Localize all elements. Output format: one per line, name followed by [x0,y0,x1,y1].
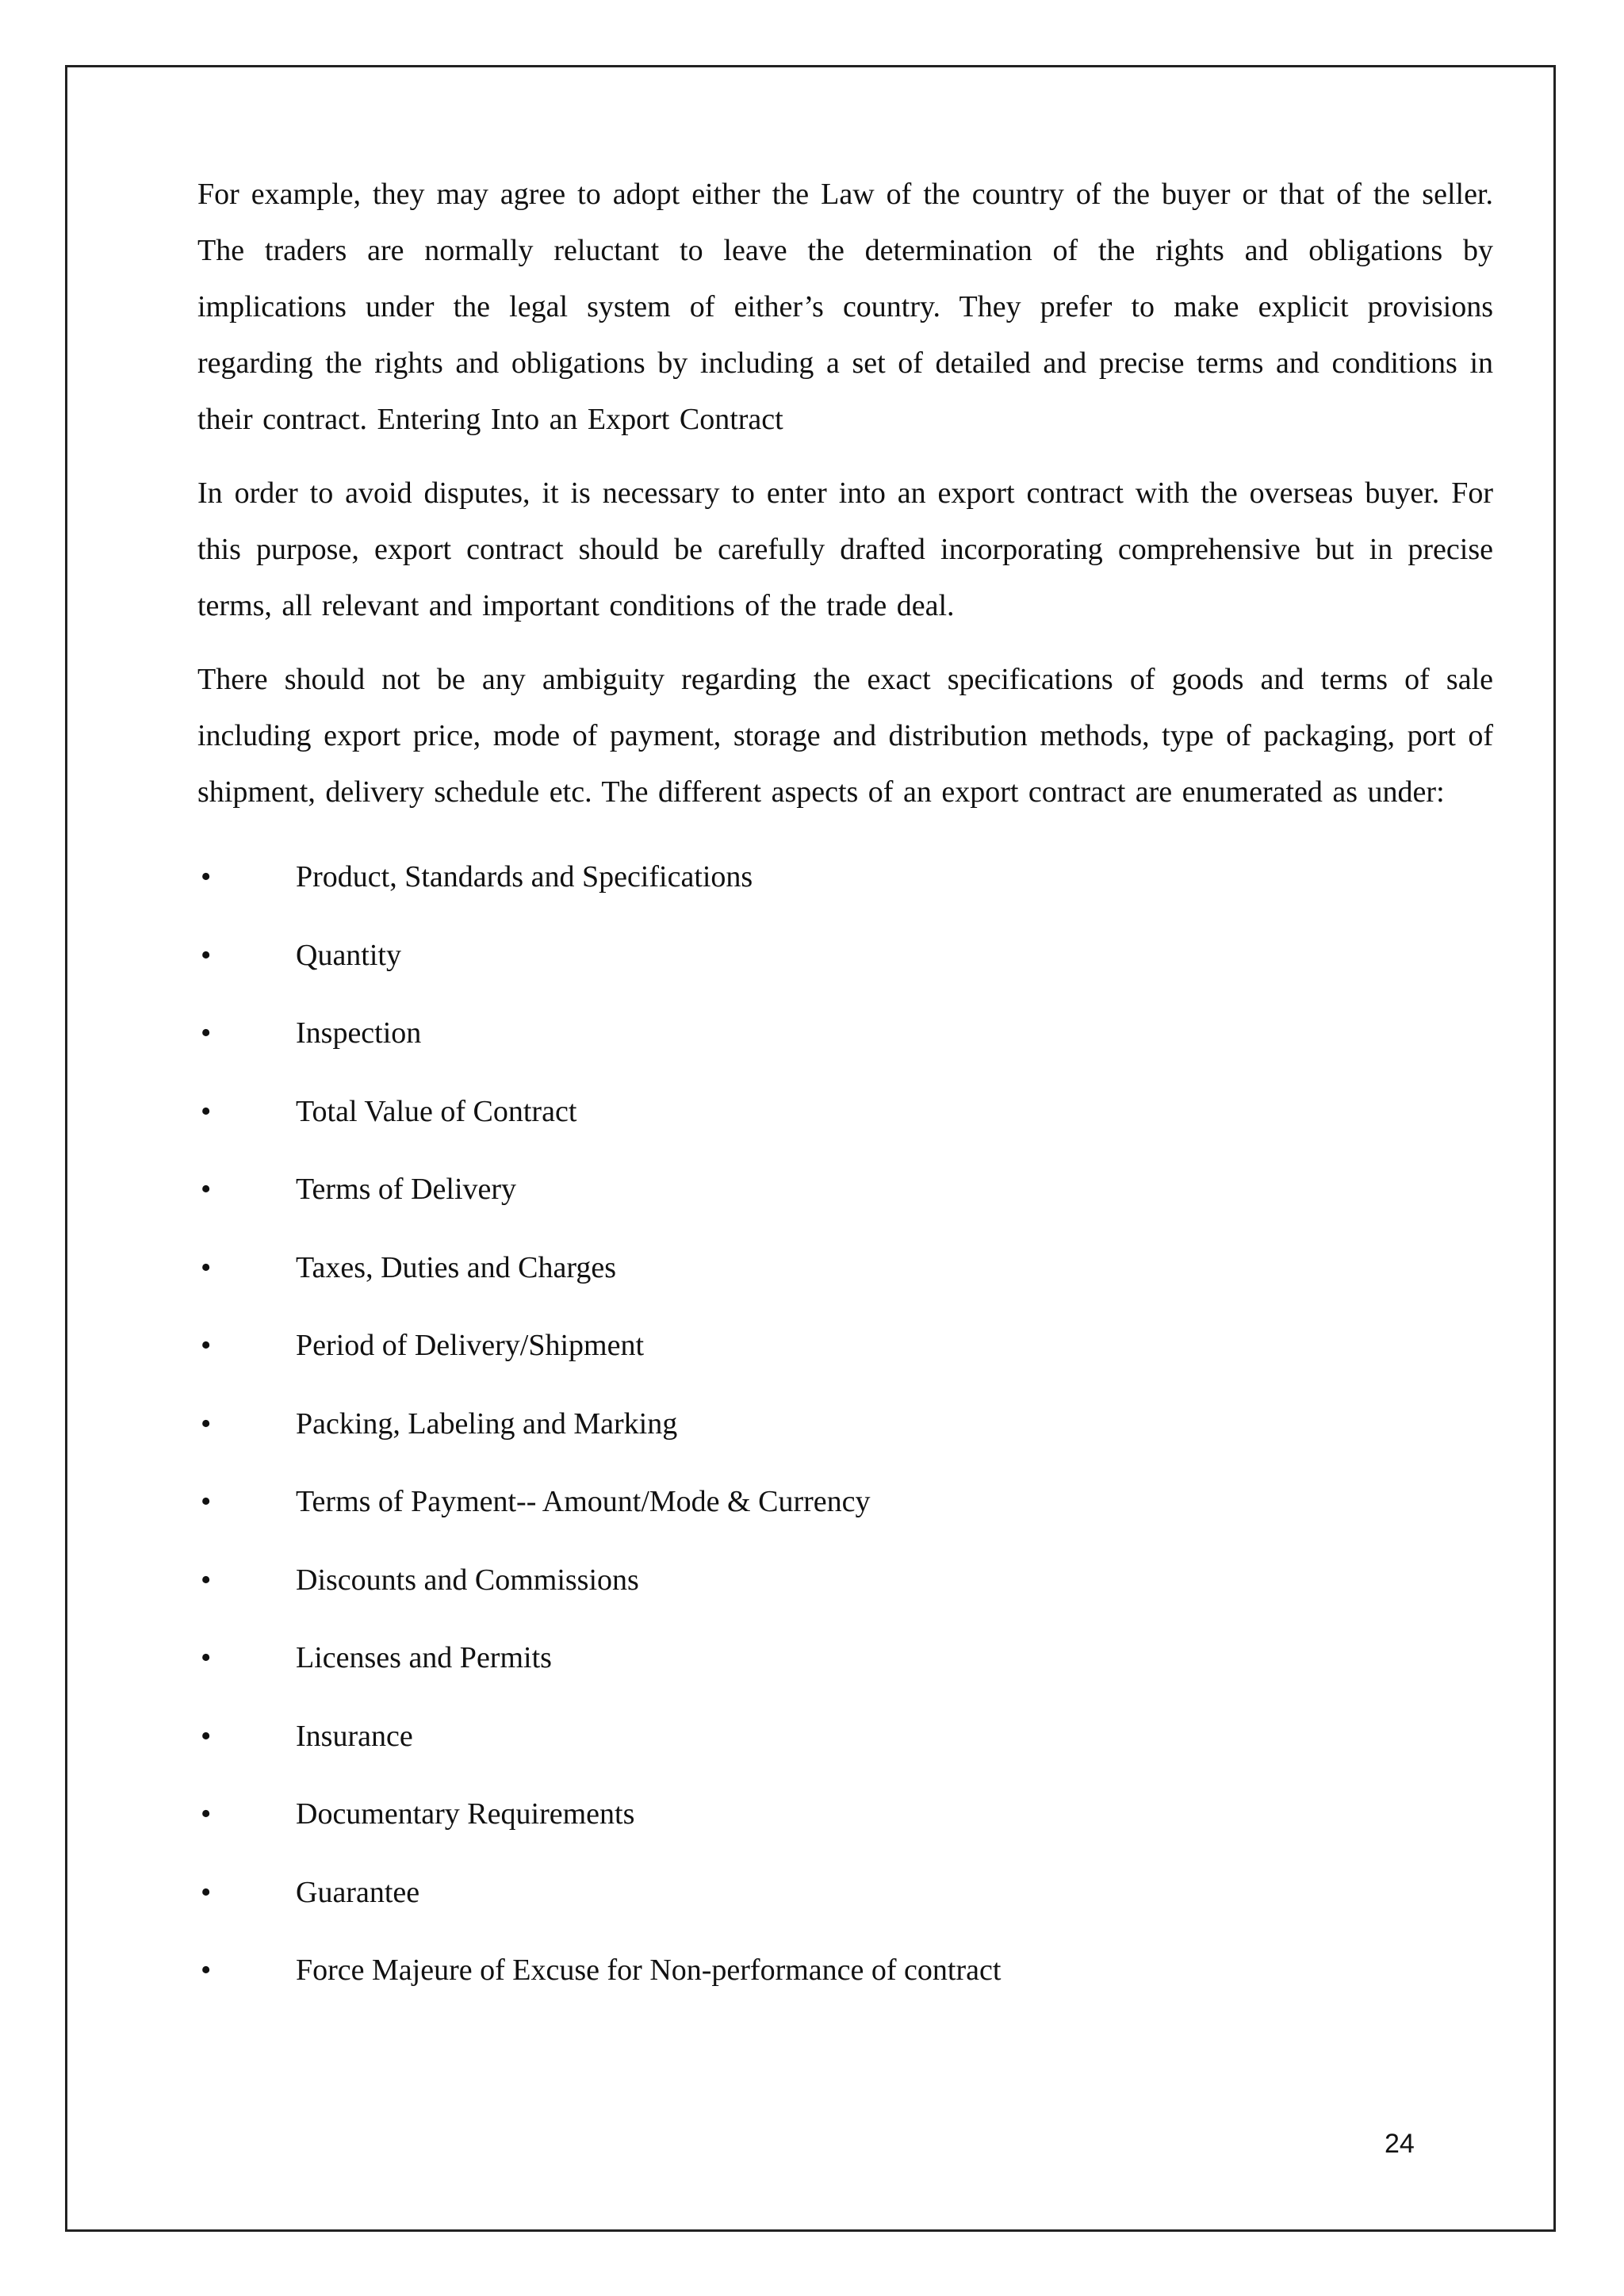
bullet-icon: • [201,1797,212,1831]
list-item-label: Quantity [296,938,401,972]
bullet-icon: • [201,1485,212,1518]
paragraph-ambiguity: There should not be any ambiguity regarding the exact specifications of goods and terms of sale including export price, mode of payment, storage and distribution methods, type of packaging, port of shipment, delivery schedule etc. The different aspects of an export contract are enumerated as under: [197,663,1493,809]
list-item [197,1385,1493,1464]
list-item-label: Guarantee [296,1875,420,1909]
bullet-icon: • [201,938,212,972]
list-item-label: Discounts and Commissions [296,1563,639,1597]
bullet-icon: • [201,1094,212,1128]
list-item [197,1307,1493,1385]
list-item [197,1463,1493,1541]
bullet-icon: • [201,1641,212,1674]
list-item-label: Period of Delivery/Shipment [296,1329,645,1362]
list-item-label: Documentary Requirements [296,1797,635,1831]
bullet-icon: • [201,1875,212,1909]
list-item [197,1775,1493,1854]
bullet-icon: • [201,1406,212,1441]
bullet-icon: • [201,1250,212,1284]
paragraph-governing-law: For example, they may agree to adopt either the Law of the country of the buyer or that of the seller. The traders are normally reluctant to leave the determination of the rights and obligations by implications under the legal system of either’s country. They prefer to make explicit provisions regarding the rights and obligations by including a set of detailed and precise terms and conditions in their contract. Entering Into an Export Contract [197,178,1493,436]
list-item [197,1541,1493,1620]
bullet-icon: • [201,860,212,894]
list-item-label: Packing, Labeling and Marking [296,1406,678,1441]
list-item [197,1619,1493,1697]
list-item [197,1073,1493,1151]
bullet-icon: • [201,1173,212,1206]
list-item [197,1697,1493,1776]
list-item-label: Force Majeure of Excuse for Non-performance of contract [296,1954,1002,1987]
list-item-label: Total Value of Contract [296,1094,577,1128]
page-number: 24 [1385,2129,1415,2159]
list-item [197,1150,1493,1229]
bullet-icon: • [201,1719,212,1753]
list-item [197,916,1493,995]
page-content [197,166,1493,2010]
list-item-label: Taxes, Duties and Charges [296,1250,616,1284]
contract-aspects-list [197,838,1493,2010]
list-item-label: Terms of Delivery [296,1173,517,1206]
list-item-label: Licenses and Permits [296,1641,552,1674]
list-item-label: Product, Standards and Specifications [296,860,753,894]
list-item [197,1854,1493,1932]
list-item-label: Insurance [296,1719,413,1753]
list-item [197,838,1493,916]
bullet-icon: • [201,1954,212,1987]
bullet-icon: • [201,1016,212,1050]
bullet-icon: • [201,1329,212,1362]
list-item [197,1229,1493,1307]
list-item [197,994,1493,1073]
list-item-label: Terms of Payment-- Amount/Mode & Currency [296,1485,871,1518]
list-item [197,1931,1493,2010]
bullet-icon: • [201,1563,212,1597]
paragraph-avoid-disputes: In order to avoid disputes, it is necessary to enter into an export contract with the overseas buyer. For this purpose, export contract should be carefully drafted incorporating comprehensive but in precise terms, all relevant and important conditions of the trade deal. [197,476,1493,622]
list-item-label: Inspection [296,1016,422,1050]
